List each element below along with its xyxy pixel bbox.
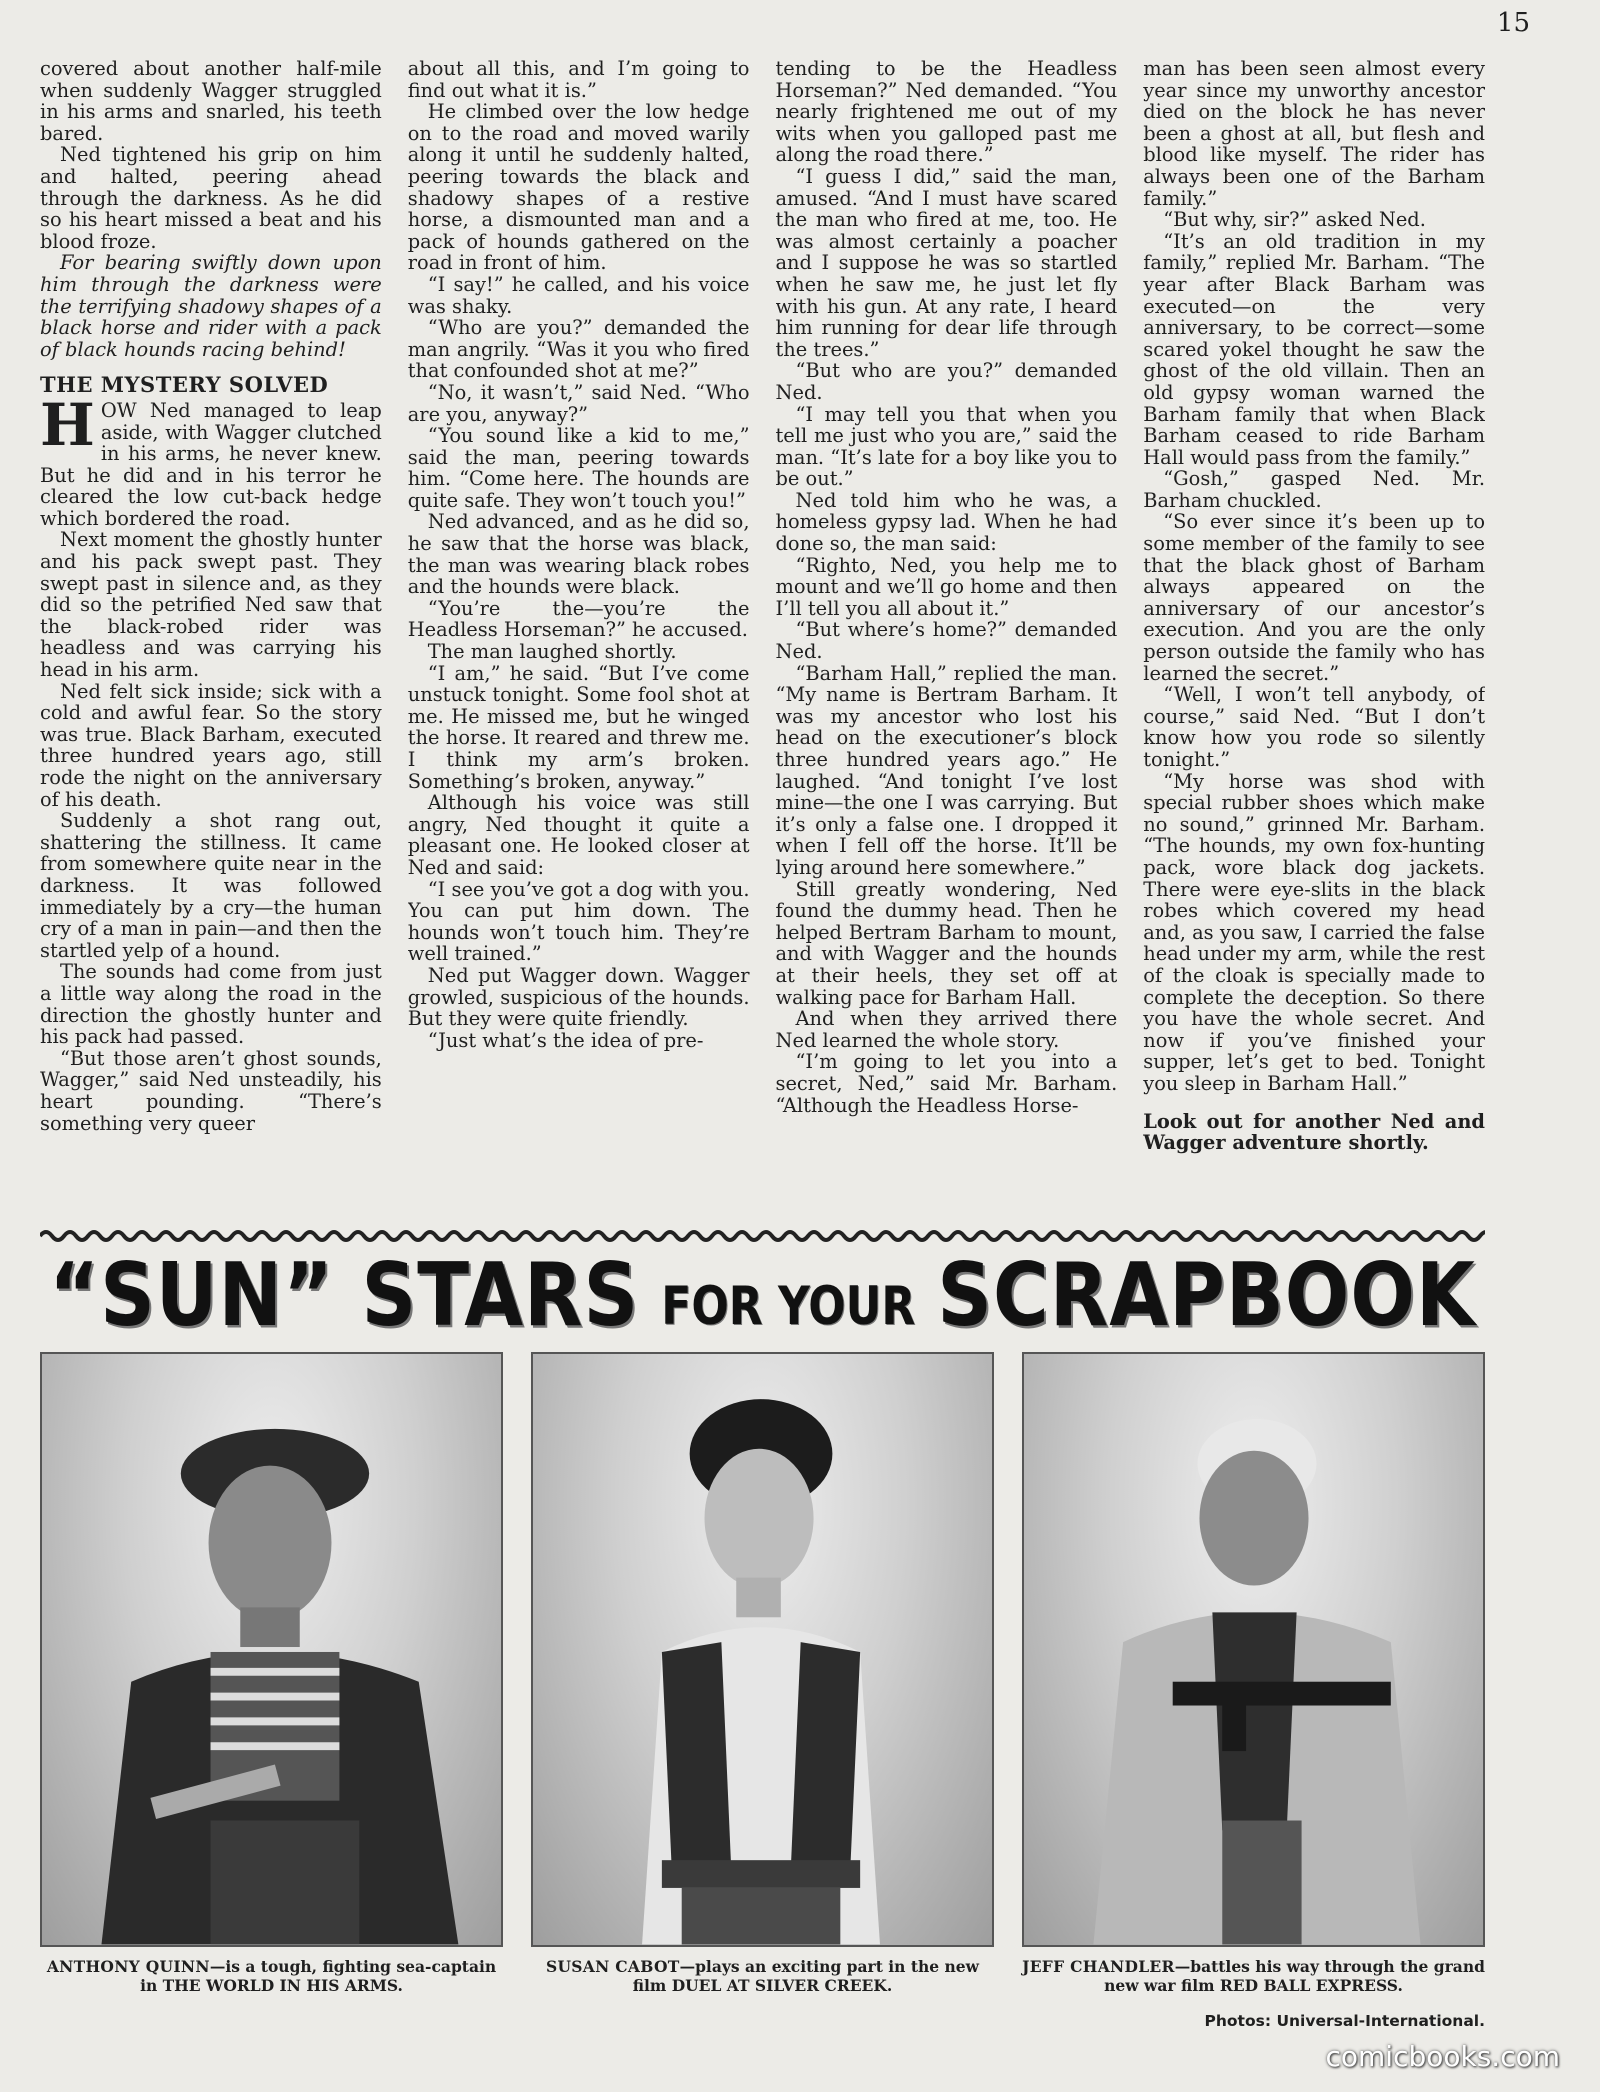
story-paragraph: Although his voice was still angry, Ned thought it quite a pleasant one. He looked closer at Ned and said:: [407, 791, 750, 879]
story-paragraph: “Well, I won’t tell anybody, of course,” said Ned. “But I don’t know how you rode so silently tonight.”: [1143, 683, 1485, 771]
photo-row: [40, 1352, 1485, 1947]
caption-name: ANTHONY QUINN: [46, 1957, 210, 1976]
caption-name: JEFF CHANDLER: [1022, 1957, 1175, 1976]
subheading: THE MYSTERY SOLVED: [40, 372, 329, 398]
dropcap-paragraph: [40, 390, 382, 530]
col1-after-paragraphs: [40, 529, 382, 1134]
story-paragraph: tending to be the Headless Horseman?” Ned demanded. “You nearly frightened me out of my wits when you galloped past me along the road there.”: [775, 58, 1118, 167]
story-paragraph: “Righto, Ned, you help me to mount and we’ll go home and then I’ll tell you all about it.”: [775, 553, 1118, 620]
story-paragraph: “You’re the—you’re the Headless Horseman?” he accused.: [407, 596, 750, 642]
story-paragraph: Ned put Wagger down. Wagger growled, suspicious of the hounds. But they were quite friendly.: [407, 963, 750, 1031]
col4-paragraphs: [1143, 58, 1485, 1095]
story-paragraph: “But who are you?” demanded Ned.: [775, 359, 1118, 404]
heading-sun-stars: “SUN” STARS: [49, 1243, 640, 1346]
story-paragraph: “Barham Hall,” replied the man. “My name is Bertram Barham. It was my ancestor who lost his head on the executioner’s block three hundred years ago.” He laughed. “And tonight I’ve lost mine—the one I was carrying. But it’s only a false one. I dropped it when I fell off the horse. It’ll be lying around here somewhere.”: [775, 661, 1118, 879]
story-paragraph: Ned tightened his grip on him and halted, peering ahead through the darkness. As he did so his heart missed a beat and his blood froze.: [40, 143, 382, 253]
story-columns: [40, 58, 1485, 1215]
dropcap-paragraph-text: OW Ned managed to leap aside, with Wagger clutched in his arms, he never knew. But he did and in his terror he cleared the low cut-back hedge which bordered the road.: [40, 398, 382, 530]
story-paragraph: The sounds had come from just a little way along the road in the direction the ghostly hunter and his pack had passed.: [40, 960, 382, 1049]
story-paragraph: “I guess I did,” said the man, amused. “And I must have scared the man who fired at me, too. He was almost certainly a poacher and I suppose he was so startled when he saw me, he just let fly with his gun. At any rate, I heard him running for dear life through the trees.”: [775, 164, 1118, 361]
story-paragraph: “I say!” he called, and his voice was shaky.: [407, 272, 750, 318]
photo-susan-cabot: [531, 1352, 994, 1947]
story-column-4: [1143, 58, 1485, 1215]
story-paragraph: “I am,” he said. “But I’ve come unstuck tonight. Some fool shot at me. He missed me, but he winged the horse. It reared and threw me. I think my arm’s broken. Something’s broken, anyway.”: [407, 661, 750, 793]
story-paragraph: “Who are you?” demanded the man angrily. “Was it you who fired that confounded shot at me?”: [407, 316, 750, 383]
caption-text: —battles his way through the grand new war film RED BALL EXPRESS.: [1104, 1957, 1485, 1995]
col3-paragraphs: [776, 58, 1118, 1116]
caption-text: —plays an exciting part in the new film DUEL AT SILVER CREEK.: [632, 1957, 979, 1995]
story-column-2: [408, 58, 750, 1215]
story-paragraph: And when they arrived there Ned learned the whole story.: [775, 1007, 1118, 1052]
caption-jeff-chandler: [1022, 1957, 1485, 1995]
story-paragraph: “Just what’s the idea of pre-: [427, 1028, 704, 1052]
photo-credit: Photos: Universal-International.: [1204, 2012, 1485, 2030]
caption-anthony-quinn: [40, 1957, 503, 1995]
story-paragraph: “But where’s home?” demanded Ned.: [775, 618, 1118, 664]
photo-captions: [40, 1957, 1485, 1995]
story-column-1: [40, 58, 382, 1215]
story-paragraph: “I may tell you that when you tell me just who you are,” said the man. “It’s late for a boy like you to be out.”: [775, 402, 1118, 491]
story-paragraph: covered about another half-mile when suddenly Wagger struggled in his arms and snarled, his teeth bared.: [40, 58, 382, 145]
story-paragraph: “You sound like a kid to me,” said the man, peering towards him. “Come here. The hounds are quite safe. They won’t touch you!”: [407, 424, 750, 512]
scrapbook-heading: [40, 1243, 1485, 1346]
story-paragraph: The man laughed shortly.: [427, 640, 677, 664]
story-paragraph: “It’s an old tradition in my family,” replied Mr. Barham. “The year after Black Barham was executed—on the very anniversary, to be correct—some scared yokel thought he saw the ghost of the old villain. Then an old gypsy woman warned the Barham family that when Black Barham ceased to ride Barham Hall would pass from the family.”: [1143, 229, 1485, 469]
portrait-figure-3: [1024, 1354, 1483, 1945]
story-paragraph: Still greatly wondering, Ned found the dummy head. Then he helped Bertram Barham to mount, and with Wagger and the hounds at their heels, they set off at walking pace for Barham Hall.: [775, 877, 1118, 1009]
story-column-3: [776, 58, 1118, 1215]
dropcap-letter: H: [40, 390, 95, 459]
photo-anthony-quinn: [40, 1352, 503, 1947]
closing-note: Look out for another Ned and Wagger adventure shortly.: [1143, 1109, 1485, 1155]
story-paragraph: about all this, and I’m going to find out what it is.”: [407, 58, 750, 102]
story-paragraph: Ned advanced, and as he did so, he saw that the horse was black, the man was wearing black robes and the hounds were black.: [407, 510, 750, 599]
caption-name: SUSAN CABOT: [546, 1957, 680, 1976]
story-paragraph: man has been seen almost every year since my unworthy ancestor died on the block he has never been a ghost at all, but flesh and blood like myself. The rider has always been one of the Barham family.”: [1143, 58, 1485, 210]
story-paragraph: “My horse was shod with special rubber shoes which make no sound,” grinned Mr. Barham. “The hounds, my own fox-hunting pack, wore black dog jackets. There were eye-slits in the black robes which covered my head and, as you saw, I carried the false head under my arm, while the rest of the cloak is specially made to complete the deception. So there you have the whole secret. And now if you’ve finished your supper, let’s get to bed. Tonight you sleep in Barham Hall.”: [1143, 769, 1485, 1095]
story-paragraph: Suddenly a shot rang out, shattering the stillness. It came from somewhere quite near in the darkness. It was followed immediately by a cry—the human cry of a man in pain—and then the startled yelp of a hound.: [40, 809, 382, 962]
caption-susan-cabot: [531, 1957, 994, 1995]
story-paragraph: “No, it wasn’t,” said Ned. “Who are you, anyway?”: [407, 380, 750, 426]
story-paragraph: Ned felt sick inside; sick with a cold and awful fear. So the story was true. Black Barham, executed three hundred years ago, still rode the night on the anniversary of his death.: [40, 679, 382, 811]
photo-jeff-chandler: [1022, 1352, 1485, 1947]
col2-paragraphs: [408, 58, 750, 1051]
portrait-figure-2: [533, 1354, 992, 1945]
story-paragraph: “Gosh,” gasped Ned. Mr. Barham chuckled.: [1143, 467, 1485, 512]
story-paragraph: Next moment the ghostly hunter and his pack swept past. They swept past in silence and, as they did so the petrified Ned saw that the black-robed rider was headless and was carrying his head in his arm.: [40, 528, 382, 682]
story-paragraph: “I’m going to let you into a secret, Ned,” said Mr. Barham. “Although the Headless Horse-: [775, 1050, 1118, 1117]
portrait-figure-1: [42, 1354, 501, 1945]
story-paragraph: He climbed over the low hedge on to the road and moved warily along it until he suddenly halted, peering towards the black and shadowy shapes of a restive horse, a dismounted man and a pack of hounds gathered on the road in front of him.: [407, 100, 750, 275]
story-paragraph: “I see you’ve got a dog with you. You can put him down. The hounds won’t touch him. They’re well trained.”: [407, 877, 750, 966]
caption-text: —is a tough, fighting sea-captain in THE WORLD IN HIS ARMS.: [140, 1957, 497, 1995]
story-paragraph: “So ever since it’s been up to some member of the family to see that the black ghost of Barham always appeared on the anniversary of our ancestor’s execution. And you are the only person outside the family who has learned the secret.”: [1143, 510, 1485, 685]
story-paragraph: “But why, sir?” asked Ned.: [1163, 208, 1426, 232]
col1-paragraphs: [40, 58, 382, 360]
heading-for-your: FOR YOUR: [661, 1275, 916, 1338]
watermark: comicbooks.com: [1325, 2040, 1560, 2073]
story-paragraph: Ned told him who he was, a homeless gypsy lad. When he had done so, the man said:: [775, 488, 1118, 556]
story-paragraph: For bearing swiftly down upon him through the darkness were the terrifying shadowy shapes of a black horse and rider with a pack of black hounds racing behind!: [40, 251, 382, 361]
heading-scrapbook: SCRAPBOOK: [937, 1243, 1476, 1346]
page-number: 15: [1496, 8, 1530, 38]
wavy-divider: [40, 1228, 1485, 1244]
story-paragraph: “But those aren’t ghost sounds, Wagger,” said Ned unsteadily, his heart pounding. “There’s something very queer: [40, 1046, 382, 1135]
